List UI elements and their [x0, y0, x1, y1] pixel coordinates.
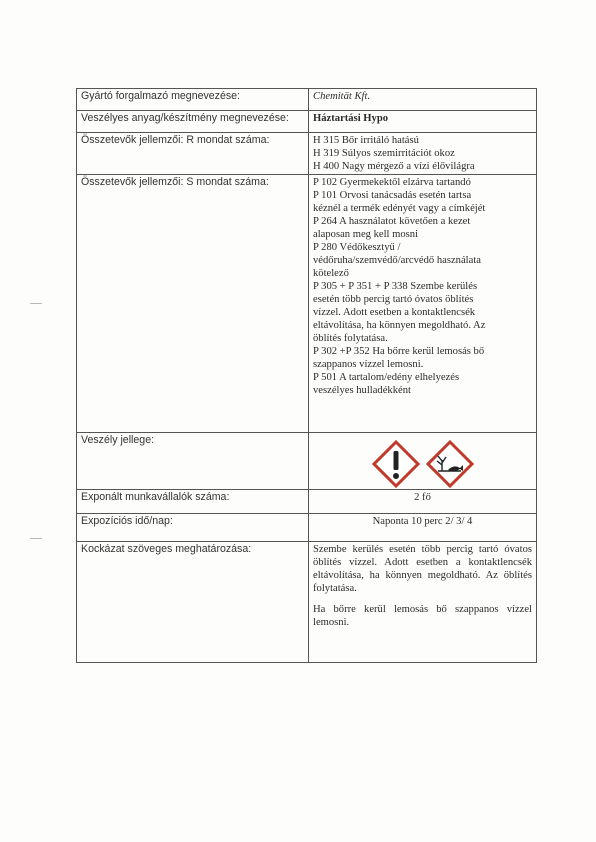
s-phrase-line: P 501 A tartalom/edény elhelyezés [313, 372, 460, 383]
substance-row [77, 111, 537, 133]
page-margin-mark [30, 303, 42, 304]
s-phrase-line: esetén több percig tartó óvatos öblítés [313, 294, 474, 305]
hazard-info-table [76, 88, 537, 663]
s-phrase-row [77, 175, 537, 433]
s-phrase-line: védőruha/szemvédő/arcvédő használata [313, 255, 481, 266]
exposed-workers-row [77, 490, 537, 514]
risk-description-row [77, 542, 537, 663]
hazard-pictograms-cell [309, 433, 537, 490]
r-phrase-label: Összetevők jellemzői: R mondat száma: [77, 133, 309, 175]
risk-paragraph: Ha bőrre kerül lemosás bő szappanos vízzel lemosni. [313, 604, 532, 628]
r-phrase-row [77, 133, 537, 175]
exposure-time-row [77, 514, 537, 542]
s-phrase-line: P 302 +P 352 Ha bőrre kerül lemosás bő [313, 346, 485, 357]
s-phrase-line: eltávolítása, ha könnyen megoldható. Az [313, 320, 486, 331]
s-phrase-line: P 101 Orvosi tanácsadás esetén tartsa [313, 190, 472, 201]
s-phrase-line: szappanos vízzel lemosni. [313, 359, 424, 370]
r-phrase-list [309, 133, 537, 175]
s-phrase-line: P 280 Védőkesztyű / [313, 242, 401, 253]
s-phrase-line: P 264 A használatot követően a kezet [313, 216, 471, 227]
hazard-pictograms [313, 434, 532, 488]
exclamation-hazard-icon [372, 440, 420, 488]
exposed-workers-value: 2 fő [309, 490, 537, 514]
manufacturer-row [77, 89, 537, 111]
r-phrase-line: H 315 Bőr irritáló hatású [313, 135, 419, 146]
s-phrase-line: kötelező [313, 268, 349, 279]
exposed-workers-label: Exponált munkavállalók száma: [77, 490, 309, 514]
s-phrase-label: Összetevők jellemzői: S mondat száma: [77, 175, 309, 433]
hazard-type-row [77, 433, 537, 490]
manufacturer-value: Chemität Kft. [309, 89, 537, 111]
s-phrase-line: P 102 Gyermekektől elzárva tartandó [313, 177, 471, 188]
s-phrase-line: vízzel. Adott esetben a kontaktlencsék [313, 307, 476, 318]
substance-label: Veszélyes anyag/készítmény megnevezése: [77, 111, 309, 133]
risk-description-label: Kockázat szöveges meghatározása: [77, 542, 309, 663]
hazard-type-label: Veszély jellege: [77, 433, 309, 490]
r-phrase-line: H 319 Súlyos szemirritációt okoz [313, 148, 455, 159]
exposure-time-label: Expozíciós idő/nap: [77, 514, 309, 542]
s-phrase-line: veszélyes hulladékként [313, 385, 411, 396]
page-margin-mark [30, 538, 42, 539]
r-phrase-line: H 400 Nagy mérgező a vízi élővilágra [313, 161, 475, 172]
substance-value: Háztartási Hypo [309, 111, 537, 133]
s-phrase-line: P 305 + P 351 + P 338 Szembe kerülés [313, 281, 478, 292]
risk-paragraph: Szembe kerülés esetén több percig tartó óvatos öblítés vízzel. Adott esetben a kontaktlencsék eltávolítása, ha könnyen megoldható. Az öblítés folytatása. [313, 544, 532, 594]
s-phrase-line: alaposan meg kell mosni [313, 229, 419, 240]
s-phrase-line: kéznél a termék edényét vagy a címkéjét [313, 203, 486, 214]
s-phrase-line: öblítés folytatása. [313, 333, 388, 344]
exposure-time-value: Naponta 10 perc 2/ 3/ 4 [309, 514, 537, 542]
s-phrase-list [309, 175, 537, 433]
manufacturer-label: Gyártó forgalmazó megnevezése: [77, 89, 309, 111]
risk-description-text [309, 542, 537, 663]
environment-hazard-icon [426, 440, 474, 488]
